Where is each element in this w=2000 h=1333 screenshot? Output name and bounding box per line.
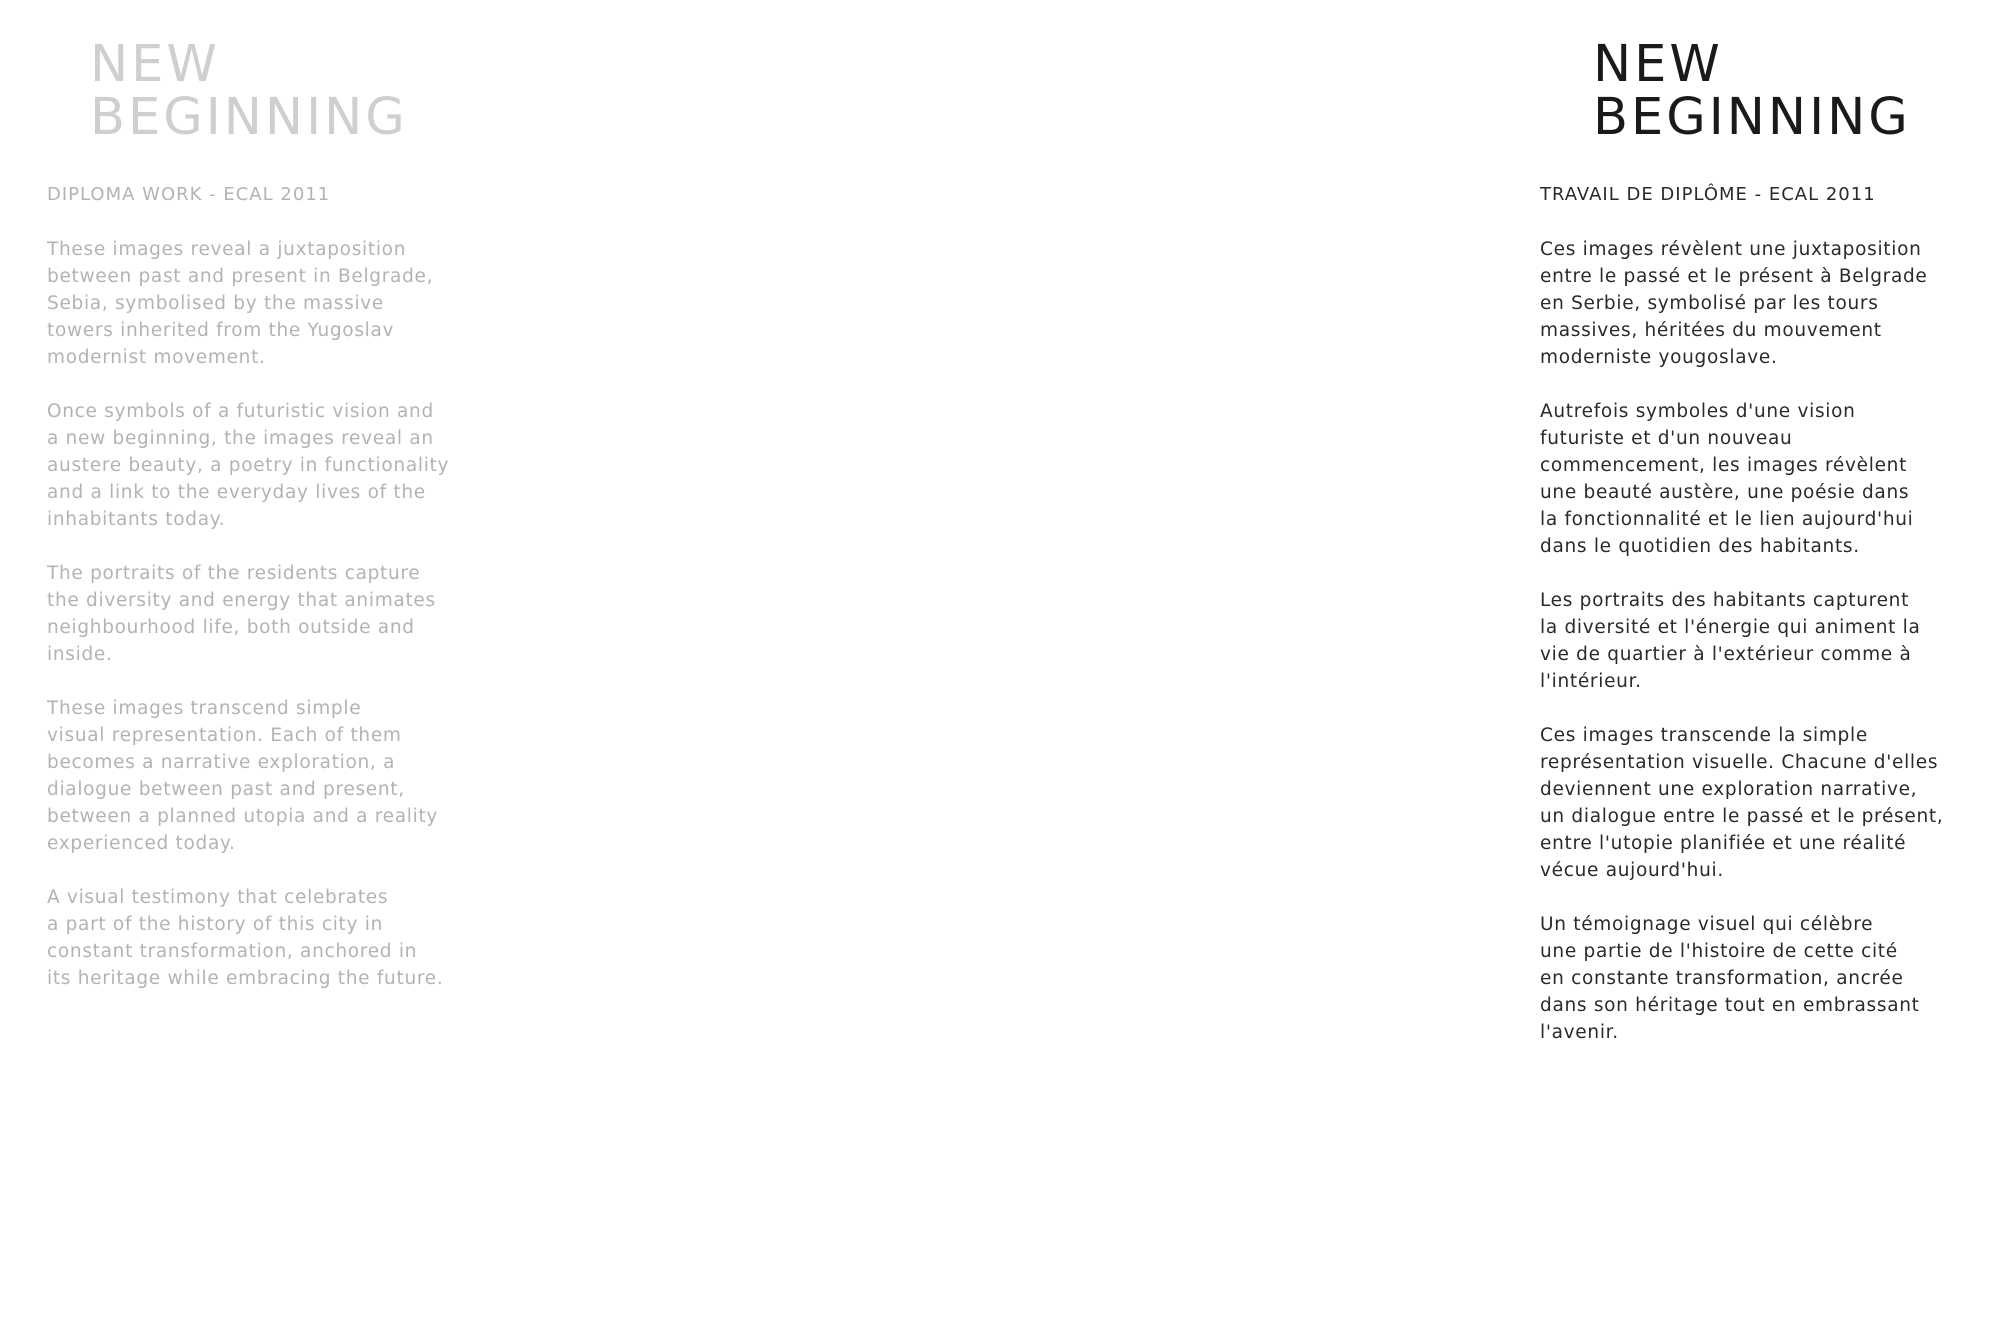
text-line: between past and present in Belgrade, [47, 266, 434, 287]
english-paragraph-5 [47, 884, 517, 992]
text-line: visual representation. Each of them [47, 725, 402, 746]
text-line: Les portraits des habitants capturent [1540, 590, 1910, 611]
text-line: une beauté austère, une poésie dans [1540, 482, 1910, 503]
english-paragraph-4 [47, 695, 517, 857]
text-line: massives, héritées du mouvement [1540, 320, 1882, 341]
text-line: deviennent une exploration narrative, [1540, 779, 1918, 800]
english-subtitle: DIPLOMA WORK - ECAL 2011 [47, 184, 331, 205]
text-line: These images transcend simple [47, 698, 362, 719]
text-line: moderniste yougoslave. [1540, 347, 1778, 368]
text-line: dans son héritage tout en embrassant [1540, 995, 1920, 1016]
text-line: The portraits of the residents capture [47, 563, 421, 584]
english-paragraph-3 [47, 560, 517, 668]
text-line: dans le quotidien des habitants. [1540, 536, 1860, 557]
text-line: These images reveal a juxtaposition [47, 239, 407, 260]
french-paragraph-3 [1540, 587, 1996, 695]
text-line: constant transformation, anchored in [47, 941, 418, 962]
text-line: dialogue between past and present, [47, 779, 405, 800]
french-title [1593, 35, 1911, 147]
english-title-line-1: NEW [90, 35, 220, 94]
french-title-line-1: NEW [1593, 35, 1723, 94]
english-title-line-2: BEGINNING [90, 88, 408, 147]
text-line: Sebia, symbolised by the massive [47, 293, 385, 314]
text-line: neighbourhood life, both outside and [47, 617, 415, 638]
text-line: vie de quartier à l'extérieur comme à [1540, 644, 1912, 665]
text-line: Once symbols of a futuristic vision and [47, 401, 434, 422]
text-line: la diversité et l'énergie qui animent la [1540, 617, 1921, 638]
text-line: experienced today. [47, 833, 236, 854]
french-paragraph-2 [1540, 398, 1996, 560]
text-line: la fonctionnalité et le lien aujourd'hui [1540, 509, 1914, 530]
text-line: a part of the history of this city in [47, 914, 384, 935]
text-line: and a link to the everyday lives of the [47, 482, 426, 503]
text-line: inside. [47, 644, 113, 665]
french-paragraph-4 [1540, 722, 1996, 884]
text-line: en Serbie, symbolisé par les tours [1540, 293, 1879, 314]
text-line: futuriste et d'un nouveau [1540, 428, 1793, 449]
text-line: A visual testimony that celebrates [47, 887, 389, 908]
text-line: l'intérieur. [1540, 671, 1642, 692]
text-line: between a planned utopia and a reality [47, 806, 439, 827]
text-line: a new beginning, the images reveal an [47, 428, 434, 449]
french-body [1540, 236, 1996, 1073]
text-line: Autrefois symboles d'une vision [1540, 401, 1856, 422]
french-paragraph-5 [1540, 911, 1996, 1046]
text-line: inhabitants today. [47, 509, 226, 530]
text-line: becomes a narrative exploration, a [47, 752, 396, 773]
french-paragraph-1 [1540, 236, 1996, 371]
text-line: its heritage while embracing the future. [47, 968, 444, 989]
french-subtitle: TRAVAIL DE DIPLÔME - ECAL 2011 [1540, 184, 1876, 205]
text-line: Ces images transcende la simple [1540, 725, 1868, 746]
text-line: entre le passé et le présent à Belgrade [1540, 266, 1928, 287]
english-paragraph-2 [47, 398, 517, 533]
text-line: un dialogue entre le passé et le présent, [1540, 806, 1944, 827]
english-title [90, 35, 408, 147]
text-line: l'avenir. [1540, 1022, 1619, 1043]
text-line: entre l'utopie planifiée et une réalité [1540, 833, 1907, 854]
text-line: the diversity and energy that animates [47, 590, 436, 611]
english-paragraph-1 [47, 236, 517, 371]
text-line: en constante transformation, ancrée [1540, 968, 1904, 989]
french-title-line-2: BEGINNING [1593, 88, 1911, 147]
text-line: modernist movement. [47, 347, 266, 368]
english-body [47, 236, 517, 1019]
text-line: austere beauty, a poetry in functionality [47, 455, 450, 476]
text-line: Ces images révèlent une juxtaposition [1540, 239, 1922, 260]
text-line: towers inherited from the Yugoslav [47, 320, 395, 341]
text-line: commencement, les images révèlent [1540, 455, 1908, 476]
text-line: Un témoignage visuel qui célèbre [1540, 914, 1874, 935]
text-line: une partie de l'histoire de cette cité [1540, 941, 1898, 962]
text-line: vécue aujourd'hui. [1540, 860, 1724, 881]
text-line: représentation visuelle. Chacune d'elles [1540, 752, 1939, 773]
